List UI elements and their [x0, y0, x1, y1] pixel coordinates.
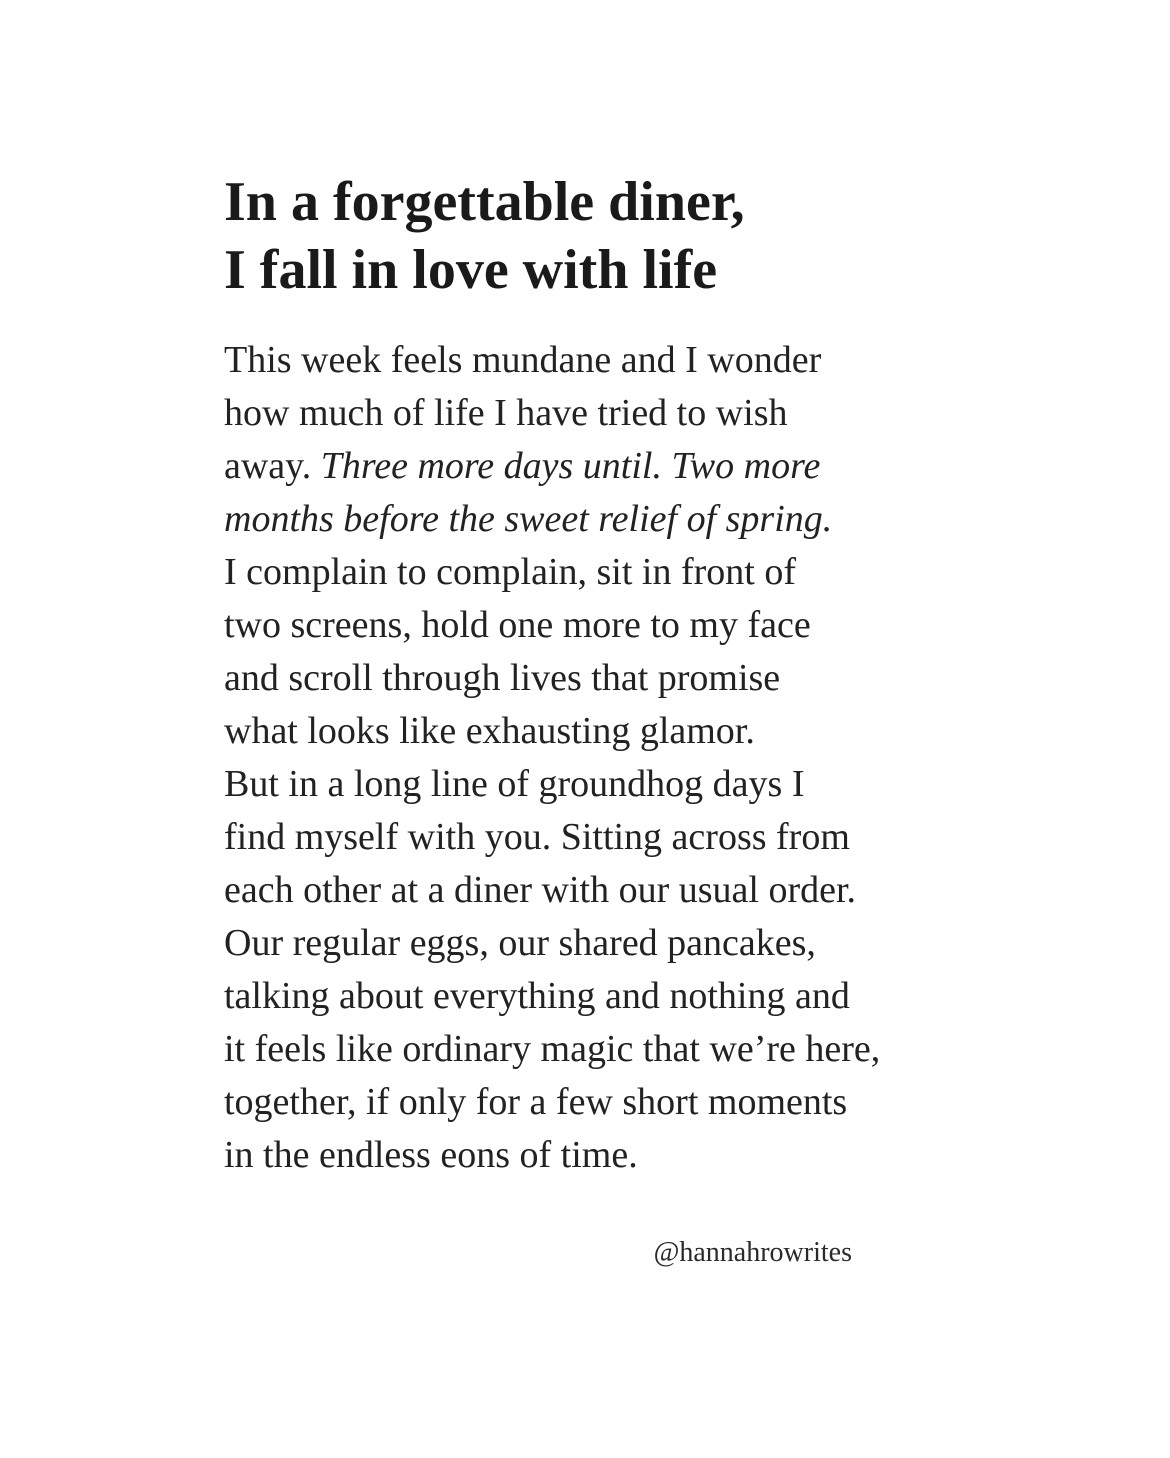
poem-title-line-1: In a forgettable diner, [224, 171, 745, 233]
poem-line: This week feels mundane and I wonder [224, 339, 822, 381]
poem-title-line-2: I fall in love with life [224, 239, 718, 301]
poem-line: it feels like ordinary magic that we’re here, [224, 1028, 881, 1070]
poem-line: months before the sweet relief of spring. [224, 498, 833, 540]
poem-line: what looks like exhausting glamor. [224, 710, 755, 752]
poem-line: Our regular eggs, our shared pancakes, [224, 922, 816, 964]
poem-line [224, 440, 880, 493]
poem-line: find myself with you. Sitting across from [224, 816, 850, 858]
poem-line: in the endless eons of time. [224, 1134, 638, 1176]
poem-line: and scroll through lives that promise [224, 657, 781, 699]
poem-title [224, 168, 745, 304]
poem-line: together, if only for a few short moments [224, 1081, 848, 1123]
poem-body [224, 334, 880, 1182]
poem-line-regular-segment: away. [224, 445, 321, 487]
author-handle: @hannahrowrites [653, 1237, 852, 1268]
poem-line: how much of life I have tried to wish [224, 392, 788, 434]
poem-line: talking about everything and nothing and [224, 975, 850, 1017]
poem-line: two screens, hold one more to my face [224, 604, 811, 646]
poem-line: each other at a diner with our usual order. [224, 869, 857, 911]
poem-line: I complain to complain, sit in front of [224, 551, 797, 593]
poem-line-italic-segment: Three more days until. Two more [320, 445, 821, 487]
poem-line: But in a long line of groundhog days I [224, 763, 805, 805]
